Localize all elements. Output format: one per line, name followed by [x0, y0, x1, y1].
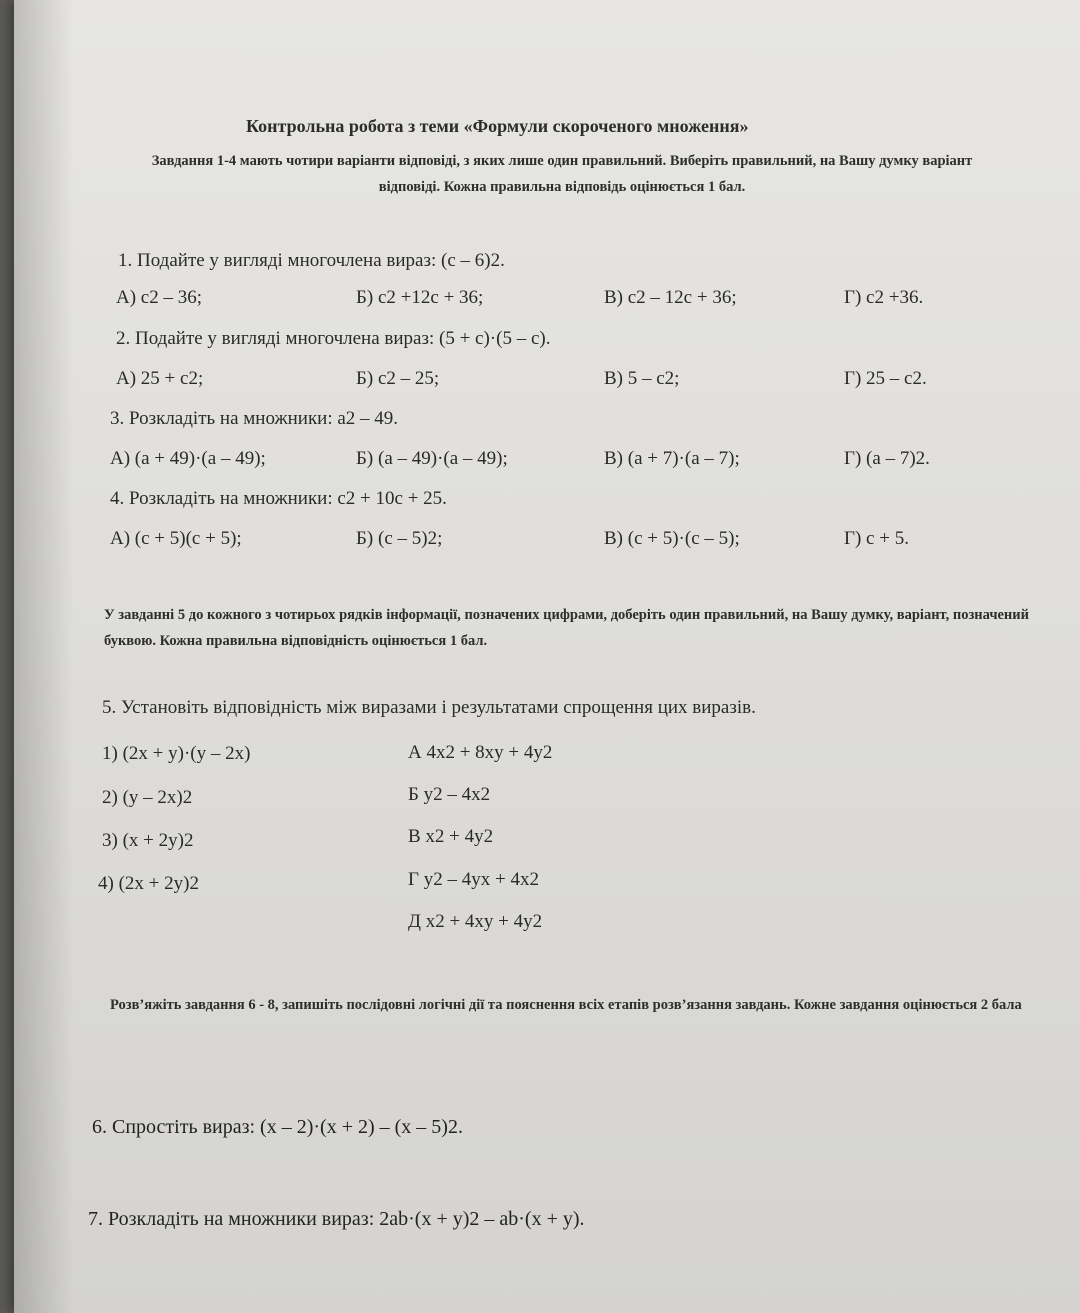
task3-option-g: Г) (a – 7)2. — [844, 448, 930, 469]
task5-right-a: А 4x2 + 8xy + 4y2 — [408, 742, 553, 763]
task5-left-1: 1) (2x + y)·(y – 2x) — [102, 743, 251, 764]
page-title: Контрольна робота з теми «Формули скороченого множення» — [246, 116, 749, 136]
task3-question: 3. Розкладіть на множники: a2 – 49. — [110, 408, 399, 429]
task2-question: 2. Подайте у вигляді многочлена вираз: (5 + c)·(5 – c). — [116, 328, 551, 349]
task3-option-v: В) (a + 7)·(a – 7); — [604, 448, 740, 469]
task1-option-a: А) c2 – 36; — [116, 287, 203, 308]
instructions-tasks-6-8: Розв’яжіть завдання 6 - 8, запишіть послідовні логічні дії та пояснення всіх етапів розв’язання завдань. Кожне завдання оцінюється 2 бала — [110, 997, 1022, 1013]
task4-question: 4. Розкладіть на множники: c2 + 10c + 25. — [110, 488, 447, 509]
task1-option-v: В) c2 – 12c + 36; — [604, 287, 737, 308]
task1-option-g: Г) c2 +36. — [844, 287, 924, 308]
task4-option-a: А) (c + 5)(c + 5); — [110, 528, 242, 549]
instructions-tasks-1-4: Завдання 1-4 мають чотири варіанти відповіді, з яких лише один правильний. Виберіть правильний, на Вашу думку варіант відповіді. Кожна правильна відповідь оцінюється 1 бал. — [151, 153, 973, 195]
instructions-task-5: У завданні 5 до кожного з чотирьох рядків інформації, позначених цифрами, доберіть один правильний, на Вашу думку, варіант, позначений буквою. Кожна правильна відповідність оцінюється 1 бал. — [104, 607, 1029, 649]
task5-left-3: 3) (x + 2y)2 — [102, 830, 194, 851]
task1-option-b: Б) c2 +12c + 36; — [356, 287, 484, 308]
task7-question: 7. Розкладіть на множники вираз: 2ab·(x + y)2 – ab·(x + y). — [88, 1208, 585, 1230]
worksheet-page — [14, 0, 1080, 1313]
task2-option-a: А) 25 + c2; — [116, 368, 204, 389]
task4-option-g: Г) c + 5. — [844, 528, 909, 549]
task5-question: 5. Установіть відповідність між виразами і результатами спрощення цих виразів. — [102, 697, 756, 718]
page-shadow — [14, 0, 74, 1313]
task4-option-b: Б) (c – 5)2; — [356, 528, 443, 549]
task2-option-g: Г) 25 – c2. — [844, 368, 927, 389]
task1-question: 1. Подайте у вигляді многочлена вираз: (c – 6)2. — [118, 250, 505, 271]
task2-option-b: Б) c2 – 25; — [356, 368, 440, 389]
task3-option-b: Б) (a – 49)·(a – 49); — [356, 448, 508, 469]
task5-right-v: В x2 + 4y2 — [408, 826, 494, 847]
task6-question: 6. Спростіть вираз: (x – 2)·(x + 2) – (x – 5)2. — [92, 1116, 463, 1138]
task5-right-g: Г y2 – 4yx + 4x2 — [408, 869, 539, 890]
task3-option-a: А) (a + 49)·(a – 49); — [110, 448, 266, 469]
task4-option-v: В) (c + 5)·(c – 5); — [604, 528, 740, 549]
task5-right-d: Д x2 + 4xy + 4y2 — [408, 911, 543, 932]
task5-left-2: 2) (y – 2x)2 — [102, 787, 193, 808]
task5-right-b: Б y2 – 4x2 — [408, 784, 491, 805]
task5-left-4: 4) (2x + 2y)2 — [98, 873, 199, 894]
task2-option-v: В) 5 – c2; — [604, 368, 680, 389]
